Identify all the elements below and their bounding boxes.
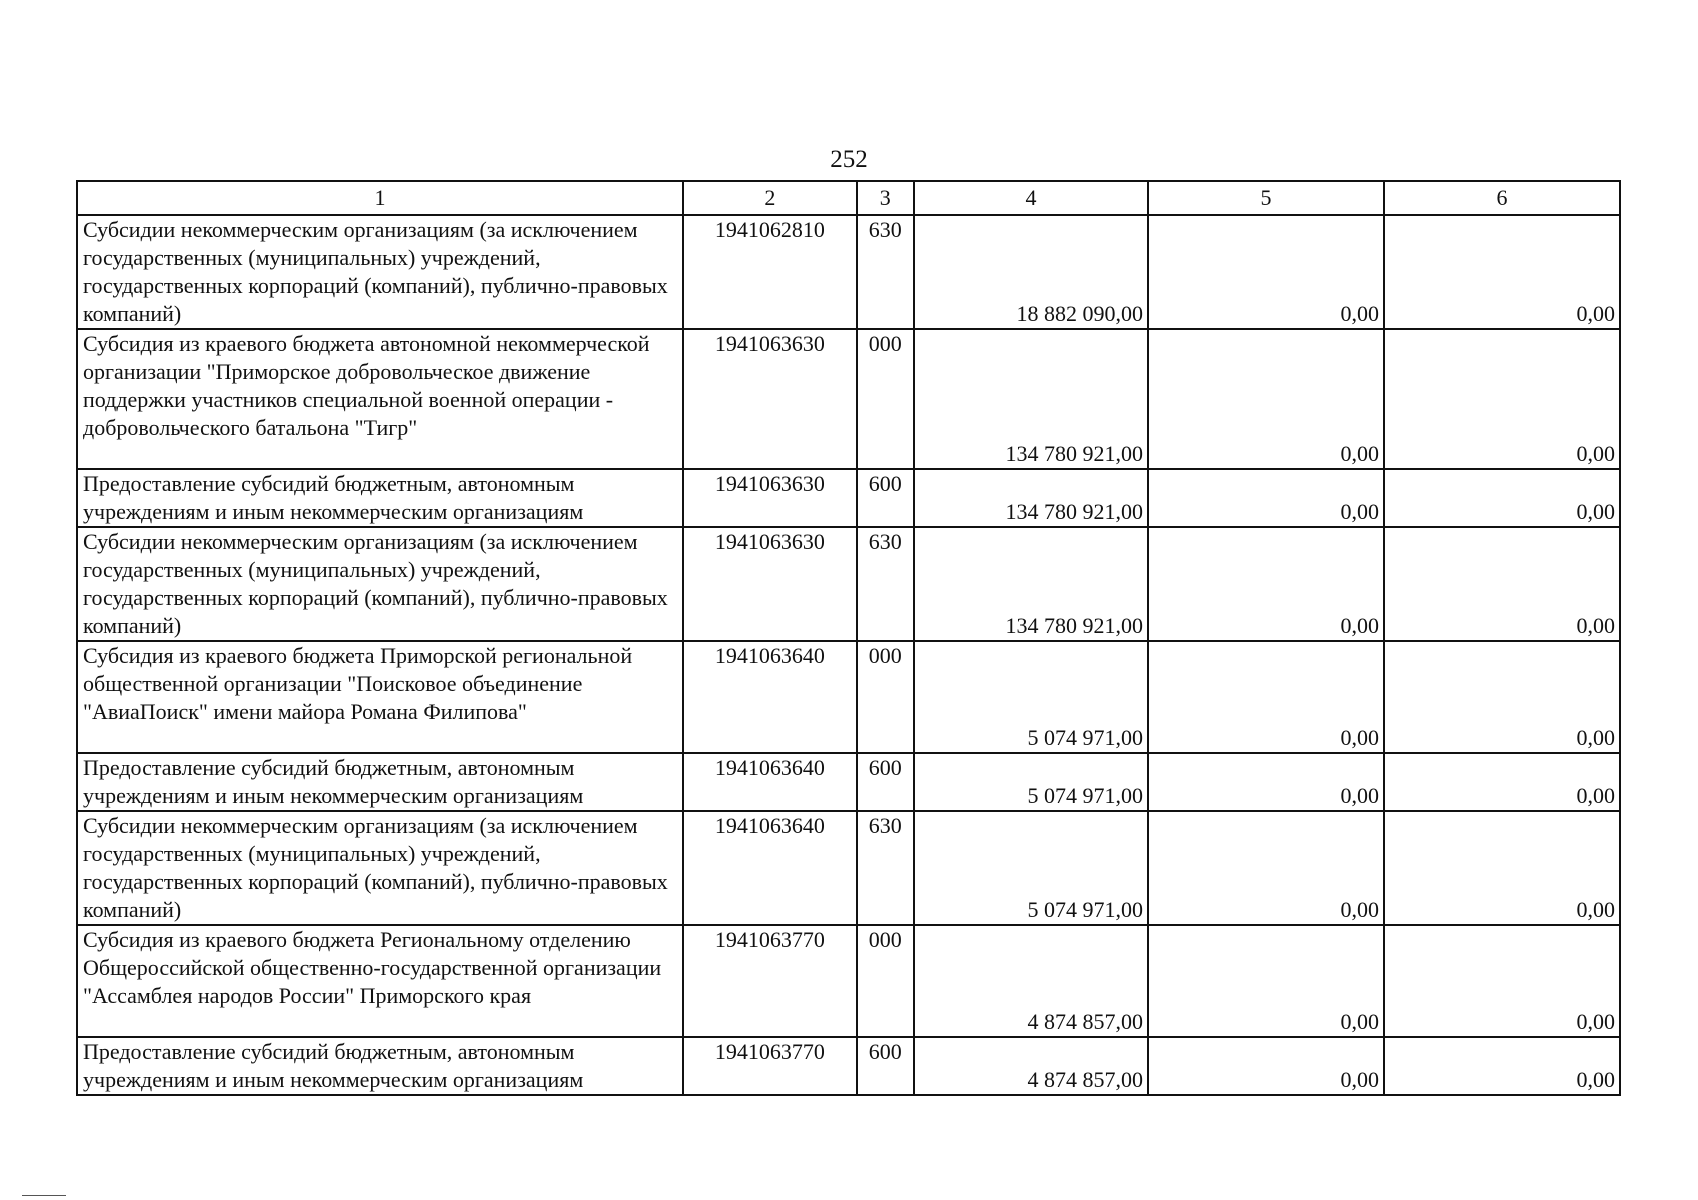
row-value-col4: 134 780 921,00 (914, 469, 1148, 527)
row-value-col4: 5 074 971,00 (914, 753, 1148, 811)
table-row (77, 641, 1620, 753)
column-header: 1 (77, 181, 683, 215)
table-row (77, 329, 1620, 469)
row-code-cell: 1941063770 (683, 1037, 856, 1095)
row-value-col4: 134 780 921,00 (914, 329, 1148, 469)
row-name-cell: Предоставление субсидий бюджетным, автономным учреждениям и иным некоммерческим организациям (77, 753, 683, 811)
row-value-col5: 0,00 (1148, 215, 1384, 329)
row-value-col5: 0,00 (1148, 329, 1384, 469)
row-value-col4: 18 882 090,00 (914, 215, 1148, 329)
footer-divider (22, 1195, 66, 1196)
column-header: 4 (914, 181, 1148, 215)
row-value-col4: 4 874 857,00 (914, 1037, 1148, 1095)
row-value-col4: 5 074 971,00 (914, 641, 1148, 753)
row-type-cell: 630 (857, 215, 914, 329)
row-value-col5: 0,00 (1148, 641, 1384, 753)
row-value-col4: 134 780 921,00 (914, 527, 1148, 641)
row-value-col5: 0,00 (1148, 469, 1384, 527)
page-number: 252 (830, 146, 868, 173)
table-row (77, 527, 1620, 641)
row-type-cell: 630 (857, 811, 914, 925)
row-name-cell: Предоставление субсидий бюджетным, автономным учреждениям и иным некоммерческим организациям (77, 1037, 683, 1095)
row-code-cell: 1941063640 (683, 641, 856, 753)
column-header: 2 (683, 181, 856, 215)
table-row (77, 469, 1620, 527)
table-row (77, 925, 1620, 1037)
row-value-col5: 0,00 (1148, 527, 1384, 641)
row-type-cell: 000 (857, 641, 914, 753)
row-code-cell: 1941063630 (683, 527, 856, 641)
budget-table-body (77, 181, 1620, 1095)
row-name-cell: Субсидия из краевого бюджета Приморской региональной общественной организации "Поисковое объединение "АвиаПоиск" имени майора Романа Филипова" (77, 641, 683, 753)
row-code-cell: 1941063630 (683, 469, 856, 527)
row-code-cell: 1941063640 (683, 753, 856, 811)
row-value-col4: 5 074 971,00 (914, 811, 1148, 925)
row-value-col6: 0,00 (1384, 469, 1620, 527)
row-code-cell: 1941062810 (683, 215, 856, 329)
column-header: 3 (857, 181, 914, 215)
row-name-cell: Субсидия из краевого бюджета Региональному отделению Общероссийской общественно-государственной организации "Ассамблея народов России" Приморского края (77, 925, 683, 1037)
table-row (77, 215, 1620, 329)
row-name-cell: Субсидия из краевого бюджета автономной некоммерческой организации "Приморское добровольческое движение поддержки участников специальной военной операции - добровольческого батальона "Тигр" (77, 329, 683, 469)
row-type-cell: 600 (857, 1037, 914, 1095)
row-value-col4: 4 874 857,00 (914, 925, 1148, 1037)
row-value-col6: 0,00 (1384, 215, 1620, 329)
budget-table (76, 180, 1621, 1096)
row-code-cell: 1941063640 (683, 811, 856, 925)
row-code-cell: 1941063770 (683, 925, 856, 1037)
row-value-col5: 0,00 (1148, 1037, 1384, 1095)
row-code-cell: 1941063630 (683, 329, 856, 469)
table-row (77, 1037, 1620, 1095)
row-value-col6: 0,00 (1384, 1037, 1620, 1095)
row-value-col6: 0,00 (1384, 811, 1620, 925)
row-name-cell: Субсидии некоммерческим организациям (за исключением государственных (муниципальных) учреждений, государственных корпораций (компаний), публично-правовых компаний) (77, 527, 683, 641)
row-value-col6: 0,00 (1384, 753, 1620, 811)
row-type-cell: 630 (857, 527, 914, 641)
column-header: 6 (1384, 181, 1620, 215)
row-value-col5: 0,00 (1148, 811, 1384, 925)
row-value-col6: 0,00 (1384, 527, 1620, 641)
row-value-col5: 0,00 (1148, 925, 1384, 1037)
table-header-row (77, 181, 1620, 215)
row-type-cell: 600 (857, 469, 914, 527)
row-type-cell: 000 (857, 925, 914, 1037)
row-type-cell: 000 (857, 329, 914, 469)
column-header: 5 (1148, 181, 1384, 215)
row-value-col5: 0,00 (1148, 753, 1384, 811)
table-row (77, 811, 1620, 925)
row-value-col6: 0,00 (1384, 925, 1620, 1037)
row-name-cell: Субсидии некоммерческим организациям (за исключением государственных (муниципальных) учреждений, государственных корпораций (компаний), публично-правовых компаний) (77, 811, 683, 925)
row-name-cell: Субсидии некоммерческим организациям (за исключением государственных (муниципальных) учреждений, государственных корпораций (компаний), публично-правовых компаний) (77, 215, 683, 329)
row-value-col6: 0,00 (1384, 641, 1620, 753)
table-row (77, 753, 1620, 811)
row-name-cell: Предоставление субсидий бюджетным, автономным учреждениям и иным некоммерческим организациям (77, 469, 683, 527)
row-value-col6: 0,00 (1384, 329, 1620, 469)
row-type-cell: 600 (857, 753, 914, 811)
